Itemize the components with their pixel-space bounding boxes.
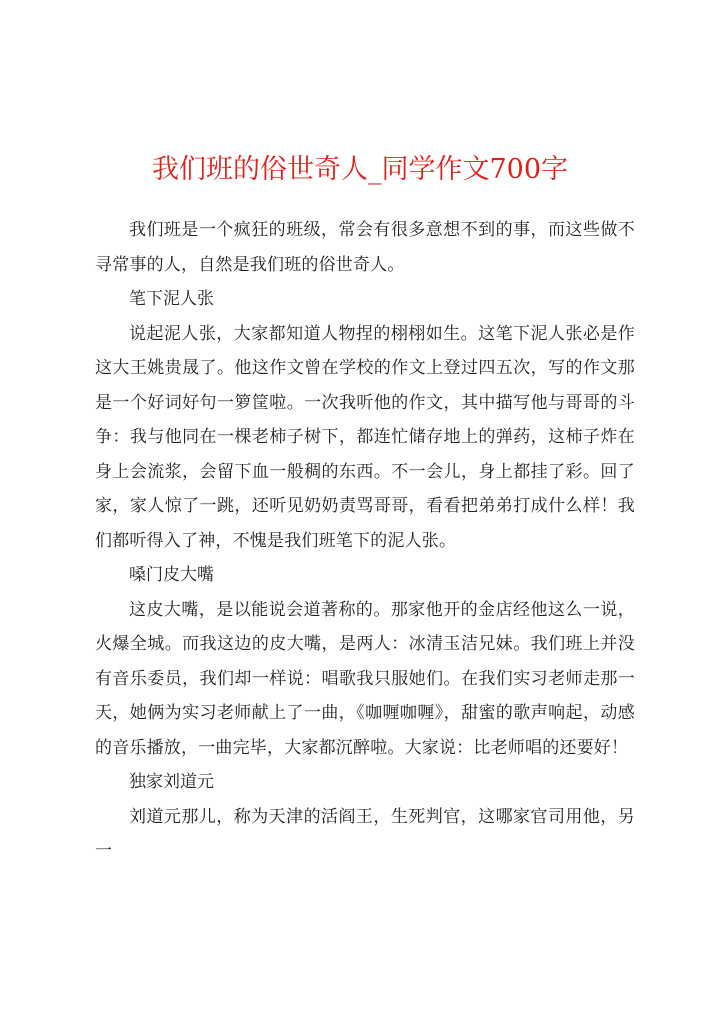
clay-zhang-paragraph: 说起泥人张，大家都知道人物捏的栩栩如生。这笔下泥人张必是作这大王姚贵晟了。他这作文曾在学校的作文上登过四五次，写的作文那是一个好词好句一箩筐啦。一次我听他的作文，其中描写他与哥哥的斗争：我与他同在一棵老柿子树下，都连忙储存地上的弹药，这柿子炸在身上会流浆，会留下血一般稠的东西。不一会儿，身上都挂了彩。回了家，家人惊了一跳，还听见奶奶责骂哥哥，看看把弟弟打成什么样！我们都听得入了神，不愧是我们班笔下的泥人张。 (95, 323, 635, 551)
intro-paragraph: 我们班是一个疯狂的班级，常会有很多意想不到的事，而这些做不寻常事的人，自然是我们班的俗世奇人。 (95, 220, 635, 275)
section-heading-liu-daoyuan: 独家刘道元 (129, 772, 214, 792)
section-heading-big-mouth: 嗓门皮大嘴 (129, 565, 214, 585)
section-heading-clay-zhang: 笔下泥人张 (129, 289, 214, 309)
document-title: 我们班的俗世奇人_同学作文700字 (151, 154, 569, 185)
big-mouth-paragraph: 这皮大嘴，是以能说会道著称的。那家他开的金店经他这么一说，火爆全城。而我这边的皮大嘴，是两人：冰清玉洁兄妹。我们班上并没有音乐委员，我们却一样说：唱歌我只服她们。在我们实习老师走那一天，她俩为实习老师献上了一曲，《咖喱咖喱》，甜蜜的歌声响起，动感的音乐播放，一曲完毕，大家都沉醉啦。大家说：比老师唱的还要好！ (95, 599, 635, 758)
document-body (95, 213, 635, 869)
liu-daoyuan-paragraph: 刘道元那儿，称为天津的活阎王，生死判官，这哪家官司用他，另一 (95, 806, 635, 861)
